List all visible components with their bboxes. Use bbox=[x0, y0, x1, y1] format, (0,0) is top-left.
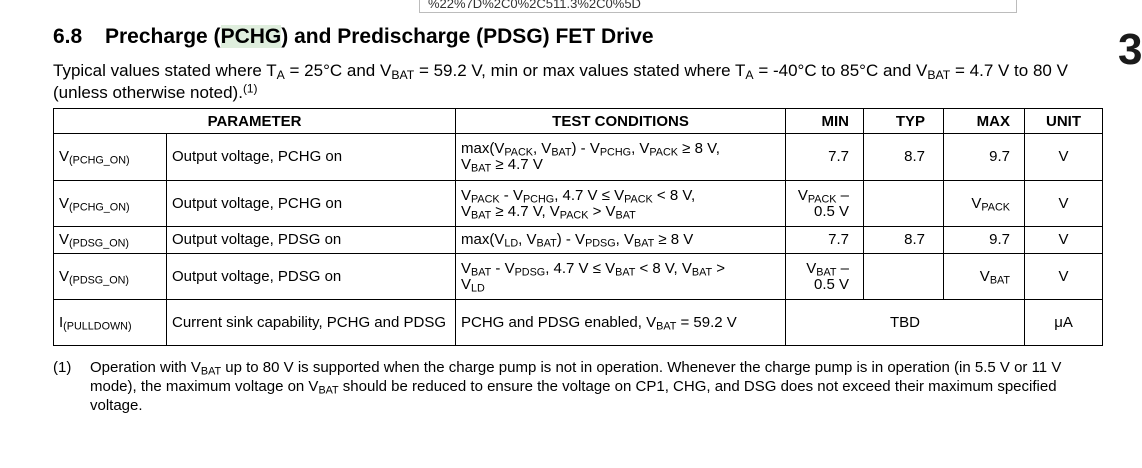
table-row bbox=[54, 181, 1103, 227]
condition-cell: PCHG and PDSG enabled, $V_{BAT} = 59.2$ V bbox=[456, 300, 786, 346]
header-parameter: PARAMETER bbox=[54, 109, 456, 134]
section-title-pre: Precharge ( bbox=[105, 25, 221, 48]
section-number: 6.8 bbox=[53, 25, 83, 48]
unit-cell: V bbox=[1025, 134, 1103, 181]
min-cell: $V_{BAT}$ – 0.5 V bbox=[786, 254, 864, 300]
url-fragment-bar: %22%7D%2C0%2C511.3%2C0%5D bbox=[419, 0, 1017, 13]
max-cell: 9.7 bbox=[944, 227, 1025, 254]
typ-cell bbox=[864, 254, 944, 300]
unit-cell: V bbox=[1025, 181, 1103, 227]
table-row bbox=[54, 134, 1103, 181]
max-cell: 9.7 bbox=[944, 134, 1025, 181]
condition-cell: $V_{BAT} - V_{PDSG}$, 4.7 $V \le V_{BAT} < 8$ V, $V_{BAT}$ > $V_{LD}$ bbox=[456, 254, 786, 300]
max-cell: $V_{BAT}$ bbox=[944, 254, 1025, 300]
table-row bbox=[54, 227, 1103, 254]
intro-text: = 4.7 V to 80 V (unless otherwise noted). bbox=[53, 61, 1068, 102]
footnote-number: (1) bbox=[53, 359, 72, 376]
min-cell: 7.7 bbox=[786, 227, 864, 254]
max-cell: $V_{PACK}$ bbox=[944, 181, 1025, 227]
typ-cell: 8.7 bbox=[864, 227, 944, 254]
symbol-cell: $V_{(PDSG\_ON)}$ bbox=[54, 254, 167, 300]
condition-cell: $\max(V_{LD}$, $V_{BAT}) - V_{PDSG}$, $V_{BAT} \ge 8$ V bbox=[456, 227, 786, 254]
parameter-cell: Output voltage, PCHG on bbox=[167, 134, 456, 181]
conditions-paragraph bbox=[53, 60, 1113, 104]
footnote-ref[interactable]: (1) bbox=[242, 81, 258, 96]
header-min: MIN bbox=[786, 109, 864, 134]
symbol-cell: $V_{(PCHG\_ON)}$ bbox=[54, 134, 167, 181]
intro-text: = -40°C to 85°C and V bbox=[753, 61, 928, 80]
header-typ: TYP bbox=[864, 109, 944, 134]
symbol-cell: $V_{(PDSG\_ON)}$ bbox=[54, 227, 167, 254]
page-edge-fragment: 3 bbox=[1118, 25, 1142, 74]
typ-cell: 8.7 bbox=[864, 134, 944, 181]
parameter-cell: Current sink capability, PCHG and PDSG bbox=[167, 300, 456, 346]
unit-cell: V bbox=[1025, 227, 1103, 254]
section-heading bbox=[53, 25, 654, 49]
intro-sub: A bbox=[745, 68, 754, 83]
parameter-cell: Output voltage, PCHG on bbox=[167, 181, 456, 227]
intro-sub: BAT bbox=[927, 68, 951, 83]
symbol-cell: $V_{(PCHG\_ON)}$ bbox=[54, 181, 167, 227]
typ-cell bbox=[864, 181, 944, 227]
parameter-cell: Output voltage, PDSG on bbox=[167, 227, 456, 254]
intro-text: Typical values stated where T bbox=[53, 61, 277, 80]
intro-sub: A bbox=[276, 68, 285, 83]
condition-cell: $V_{PACK} - V_{PCHG}$, 4.7 $V \le V_{PACK} < 8$ V, $V_{BAT} \ge 4.7$ V, $V_{PACK} > V_{BAT}$ bbox=[456, 181, 786, 227]
table-row bbox=[54, 254, 1103, 300]
table-header-row bbox=[54, 109, 1103, 134]
min-cell: 7.7 bbox=[786, 134, 864, 181]
parameter-cell: Output voltage, PDSG on bbox=[167, 254, 456, 300]
unit-cell: μA bbox=[1025, 300, 1103, 346]
min-cell: $V_{PACK}$ – 0.5 V bbox=[786, 181, 864, 227]
table-row bbox=[54, 300, 1103, 346]
intro-text: = 59.2 V, min or max values stated where T bbox=[414, 61, 746, 80]
footnote-text: Operation with $V_{BAT}$ up to 80 V is supported when the charge pump is not in operation. Whenever the charge pump is in operation (in 5.5 V or 11 V mode), the maximum voltage on $V_{BAT}$ should be reduced to ensure the voltage on CP1, CHG, and DSG does not exceed their maximum specified voltage. bbox=[90, 359, 1062, 414]
section-title-post: ) and Predischarge (PDSG) FET Drive bbox=[281, 25, 654, 48]
unit-cell: V bbox=[1025, 254, 1103, 300]
spec-table bbox=[53, 108, 1103, 346]
header-max: MAX bbox=[944, 109, 1025, 134]
highlighted-term: PCHG bbox=[220, 25, 282, 48]
intro-text: = 25°C and V bbox=[284, 61, 392, 80]
symbol-cell: $I_{(PULLDOWN)}$ bbox=[54, 300, 167, 346]
header-unit: UNIT bbox=[1025, 109, 1103, 134]
condition-cell: $\max(V_{PACK}$, $V_{BAT}) - V_{PCHG}$, $V_{PACK} \ge 8$ V, $V_{BAT} \ge 4.7$ V bbox=[456, 134, 786, 181]
merged-value-cell: TBD bbox=[786, 300, 1025, 346]
footnote bbox=[53, 358, 1103, 415]
intro-sub: BAT bbox=[391, 68, 415, 83]
header-test-conditions: TEST CONDITIONS bbox=[456, 109, 786, 134]
